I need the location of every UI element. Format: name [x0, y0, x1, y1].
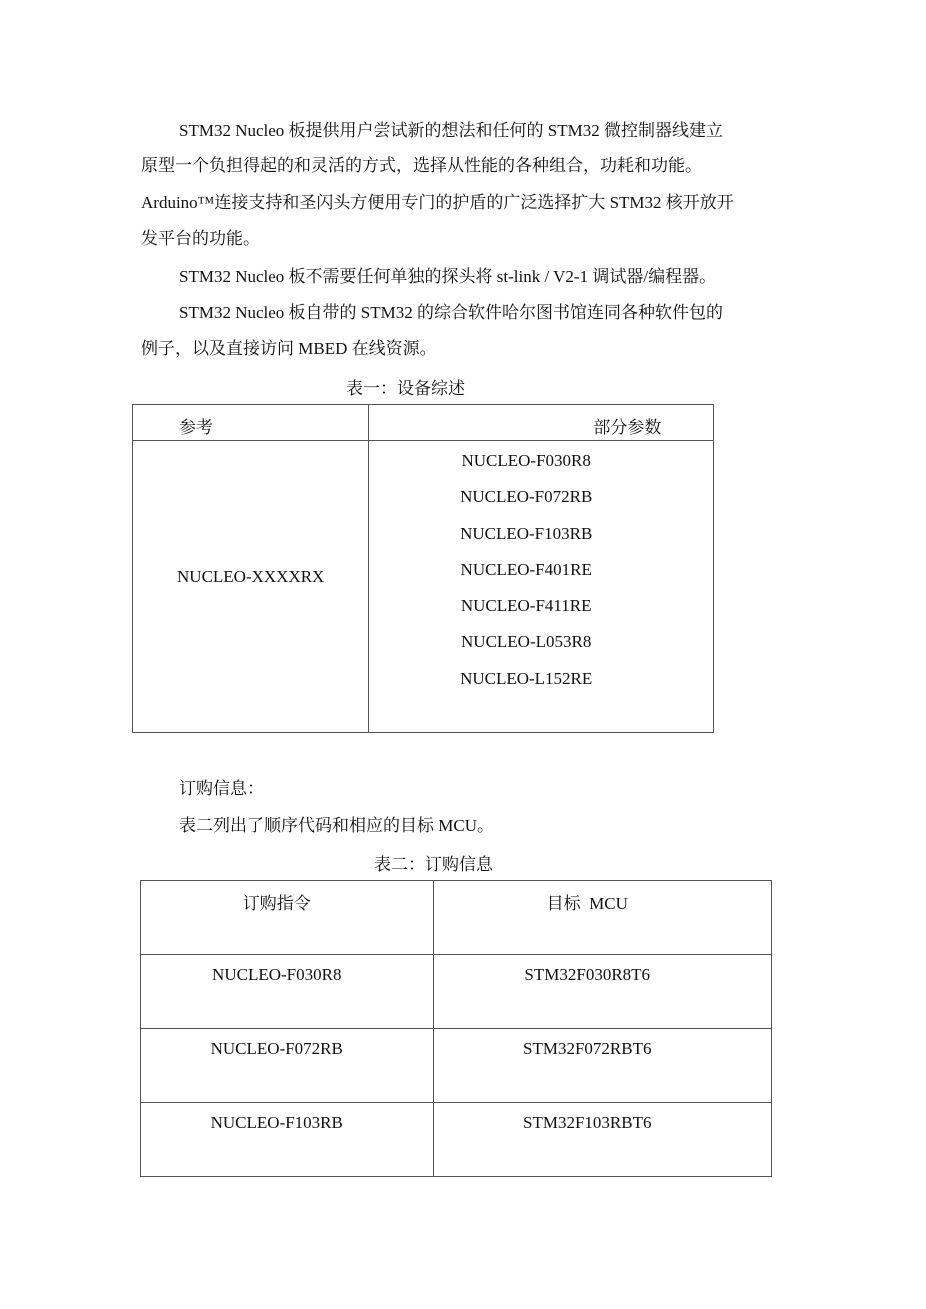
- table2-order-cell: [141, 955, 434, 1029]
- table2-mcu: STM32F103RBT6: [523, 1113, 652, 1132]
- table2-caption: 表二：订购信息: [374, 855, 493, 874]
- paragraph-1-line-2: 原型一个负担得起的和灵活的方式，选择从性能的各种组合，功耗和功能。: [141, 156, 702, 175]
- table1-part: NUCLEO-L053R8: [461, 632, 592, 652]
- table1-part: NUCLEO-F072RB: [460, 487, 593, 507]
- table1-header-reference: 参考: [179, 418, 213, 437]
- table2-row: [141, 955, 772, 1029]
- table1-part: NUCLEO-F401RE: [460, 559, 592, 579]
- paragraph-1-line-4: 发平台的功能。: [141, 229, 260, 248]
- table2-order-code: NUCLEO-F072RB: [210, 1039, 343, 1058]
- paragraph-1-line-3: Arduino™连接支持和圣闪头方便用专门的护盾的广泛选择扩大 STM32 核开放开: [141, 193, 734, 212]
- table2-row: [141, 1103, 772, 1177]
- table2: [140, 880, 772, 1177]
- table2-order-cell: [141, 1029, 434, 1103]
- table1-header-parts-cell: [369, 405, 714, 441]
- table2-row: [141, 1029, 772, 1103]
- table1-part: NUCLEO-F103RB: [460, 523, 593, 543]
- table2-header-order: 订购指令: [242, 894, 311, 913]
- table2-header-order-cell: [141, 881, 434, 955]
- table1-reference-cell: [133, 441, 369, 733]
- table2-order-cell: [141, 1103, 434, 1177]
- paragraph-2: STM32 Nucleo 板不需要任何单独的探头将 st-link / V2-1 调试器/编程器。: [179, 267, 717, 286]
- table1-part: NUCLEO-F411RE: [460, 596, 592, 616]
- table2-order-code: NUCLEO-F030R8: [212, 965, 342, 984]
- table2-order-code: NUCLEO-F103RB: [210, 1113, 343, 1132]
- table1-caption: 表一：设备综述: [346, 379, 465, 398]
- table1: [132, 404, 714, 733]
- ordering-intro: 表二列出了顺序代码和相应的目标 MCU。: [179, 816, 494, 835]
- table1-part: NUCLEO-F030R8: [461, 451, 591, 470]
- ordering-heading: 订购信息：: [179, 779, 264, 798]
- table1-parts-cell: [369, 441, 714, 733]
- paragraph-1-line-1: STM32 Nucleo 板提供用户尝试新的想法和任何的 STM32 微控制器线建立: [179, 121, 723, 140]
- table1-header-parts: 部分参数: [593, 418, 662, 437]
- paragraph-3-line-1: STM32 Nucleo 板自带的 STM32 的综合软件哈尔图书馆连同各种软件包的: [179, 303, 723, 322]
- table2-header-mcu-cell: [433, 881, 772, 955]
- table1-header-reference-cell: [133, 405, 369, 441]
- table2-mcu-cell: [433, 955, 772, 1029]
- table1-part: NUCLEO-L152RE: [460, 668, 593, 688]
- table1-reference: NUCLEO-XXXXRX: [177, 566, 325, 586]
- table2-mcu-cell: [433, 1103, 772, 1177]
- paragraph-3-line-2: 例子，以及直接访问 MBED 在线资源。: [141, 339, 437, 358]
- table2-mcu: STM32F030R8T6: [524, 965, 651, 984]
- table2-mcu-cell: [433, 1029, 772, 1103]
- table2-header-mcu: 目标 MCU: [546, 894, 628, 913]
- table2-mcu: STM32F072RBT6: [523, 1039, 652, 1058]
